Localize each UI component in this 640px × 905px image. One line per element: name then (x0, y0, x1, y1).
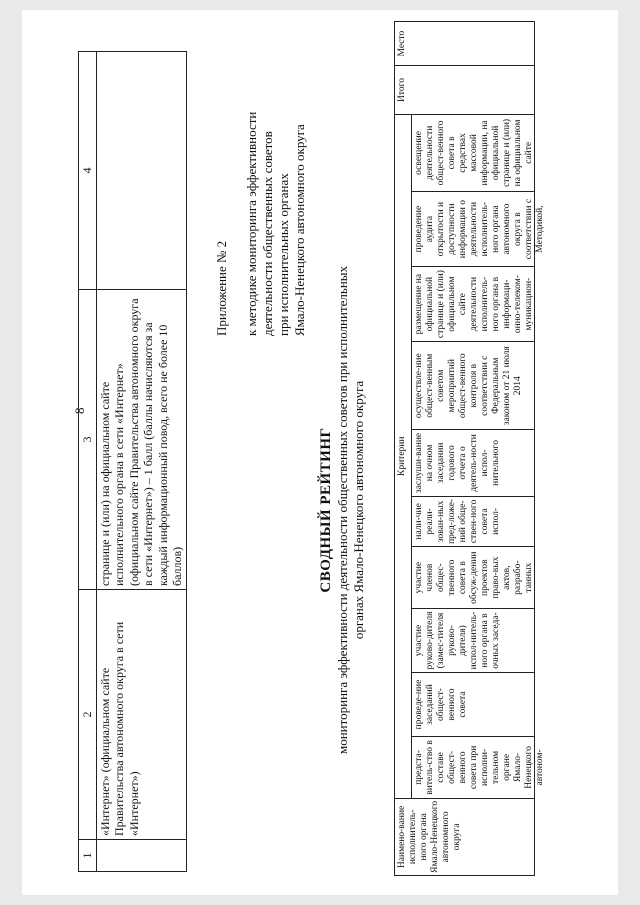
place-header: Место (395, 22, 535, 66)
criterion-10: освещение деятельности общест-венного совета в средствах массовой информации, на официальной странице и (или) на официальном сайте (412, 114, 535, 191)
criteria-header: Критерии (395, 114, 412, 798)
criterion-8: размещение на официальной странице и (или) официальном сайте деятельности исполнитель-ного органа в информаци-онно-телеком-муникацион- (412, 267, 535, 342)
cell-4 (96, 52, 186, 290)
continuation-table (78, 51, 187, 872)
rating-title-block (318, 230, 367, 790)
appendix-text (244, 112, 308, 336)
criterion-9: проведение аудита открытости и доступности информации о деятельности исполнитель-ного органа автономного округа в соответствии с Методикой, (412, 192, 535, 267)
appendix-line-2: деятельности общественных советов (260, 131, 275, 336)
col-number-1: 1 (79, 840, 97, 872)
col-number-4: 4 (79, 52, 97, 290)
appendix-line-3: при исполнительных органах (276, 173, 291, 336)
criterion-3: участие руково-дителя (замес-тителя руково-дителя) испол-нитель-ного органа в очных заседа- (412, 609, 535, 673)
name-column-header: Наимено-вание исполнитель-ного органа Ямало-Ненецкого автономного округа (395, 798, 535, 875)
criterion-7: осуществле-ние общест-венным советом мероприятий общест-венного контроля в соответствии с Федеральным законом от 21 июля 2014 (412, 342, 535, 430)
document-page (22, 10, 618, 895)
cell-3: странице и (или) на официальном сайте исполнительного органа в сети «Интернет» (официальном сайте Правительства автономного округа в сети «Интернет») – 1 балл (баллы начисляются за каждый информационный повод, всего не более 10 баллов) (96, 290, 186, 590)
rating-subtitle-2: органах Ямало-Ненецкого автономного округа (351, 380, 366, 640)
rating-table (394, 21, 545, 876)
rating-subtitle-1: мониторинга эффективности деятельности общественных советов при исполнительных (335, 265, 350, 755)
appendix-line-1: к методике мониторинга эффективности (244, 111, 259, 336)
page-number: 8 (72, 407, 87, 414)
rating-title: СВОДНЫЙ РЕЙТИНГ (318, 427, 334, 593)
criterion-1: предста-витель-ство в составе общест-венного совета при исполни-тельном органе Ямало-Ненецкого автоном- (412, 737, 535, 799)
col-number-2: 2 (79, 590, 97, 840)
continuation-table-wrap (78, 51, 187, 872)
rating-table-wrap (394, 21, 545, 876)
criterion-4: участие членов общес-твенного совета в обсуж-дении проектов право-вых актов, разрабо-танных (412, 547, 535, 609)
total-header: Итого (395, 66, 535, 115)
criterion-5: нали-чие реали-зован-ных пред-ложе-ний обще-ствен-ного совета испол- (412, 496, 535, 547)
col-number-3: 3 (79, 290, 97, 590)
cell-1 (96, 840, 186, 872)
cell-2: «Интернет» (официальном сайте Правительства автономного округа в сети «Интернет») (96, 590, 186, 840)
appendix-label: Приложение № 2 (214, 240, 229, 336)
criterion-6: заслуши-вание на очном заседании годового отчета о деятель-ности испол-нительного (412, 430, 535, 496)
criterion-2: проведе-ние заседаний общест-венного совета (412, 673, 535, 737)
appendix-line-4: Ямало-Ненецкого автономного округа (292, 124, 307, 336)
